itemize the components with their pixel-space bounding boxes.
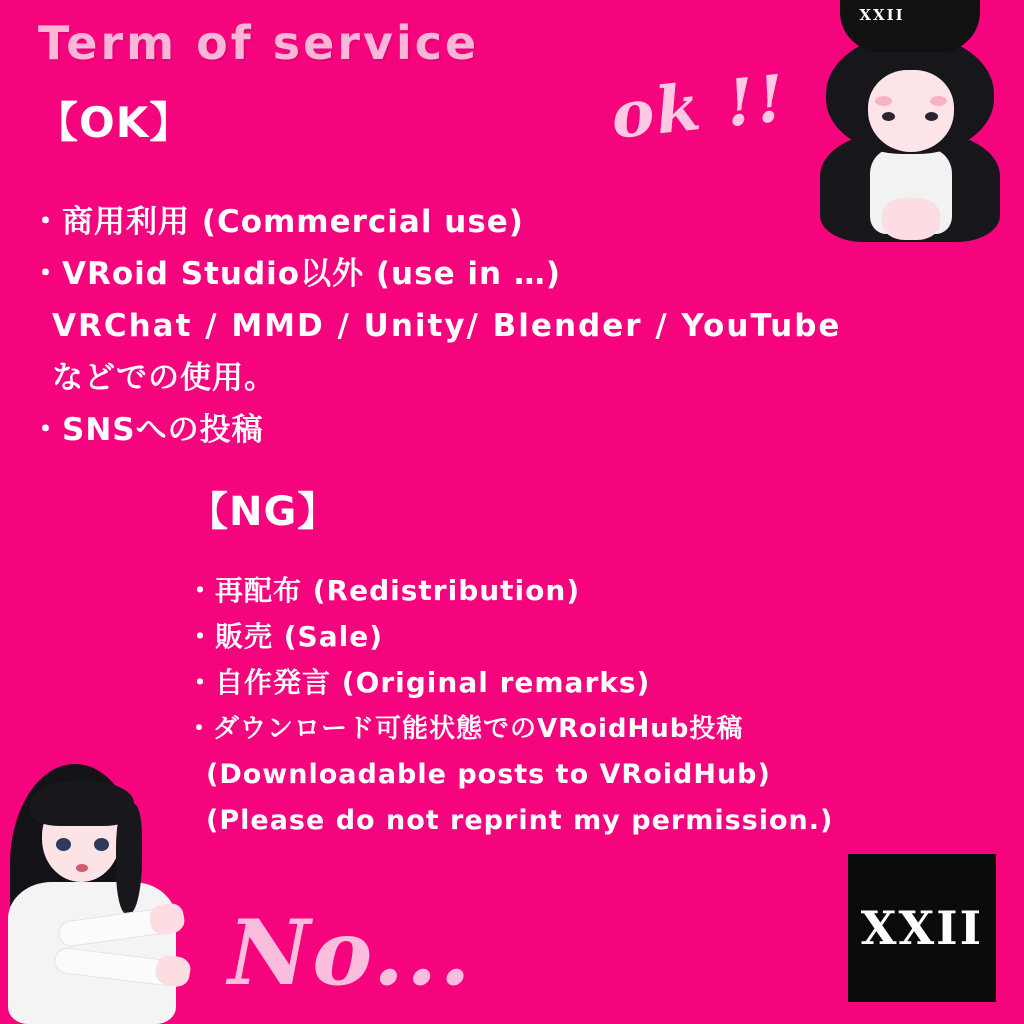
list-item: (Please do not reprint my permission.)	[206, 805, 834, 836]
avatar-face	[868, 70, 954, 152]
avatar-eye-right	[94, 838, 109, 851]
ng-list	[186, 568, 1006, 844]
list-item: VRChat / MMD / Unity/ Blender / YouTube	[52, 308, 842, 344]
list-item: などでの使用。	[52, 360, 276, 396]
ng-annotation: No...	[228, 900, 473, 1006]
avatar-eye-left	[882, 112, 895, 121]
avatar-hands	[882, 198, 940, 240]
avatar-blush-right	[930, 96, 947, 106]
avatar-top-right	[812, 0, 1008, 248]
ng-section-heading: 【NG】	[188, 489, 339, 535]
list-item: ・自作発言 (Original remarks)	[186, 666, 651, 699]
avatar-side-hair	[116, 804, 142, 914]
ok-section-heading: 【OK】	[36, 98, 193, 147]
logo-text: XXII	[860, 901, 984, 955]
avatar-bottom-left	[0, 764, 230, 1024]
avatar-eye-left	[56, 838, 71, 851]
avatar-mouth	[76, 864, 88, 872]
list-item: ・再配布 (Redistribution)	[186, 574, 581, 607]
ok-annotation: ok !!	[607, 61, 790, 154]
logo-badge	[848, 854, 996, 1002]
list-item: ・商用利用 (Commercial use)	[30, 204, 524, 240]
avatar-cap-label: XXII	[859, 6, 905, 24]
page-title: Term of service	[38, 16, 480, 70]
list-item: ・販売 (Sale)	[186, 620, 383, 653]
list-item: ・ダウンロード可能状態でのVRoidHub投稿	[186, 714, 744, 744]
list-item: ・VRoid Studio以外 (use in …)	[30, 256, 562, 292]
avatar-eye-right	[925, 112, 938, 121]
list-item: ・SNSへの投稿	[30, 412, 264, 448]
list-item: (Downloadable posts to VRoidHub)	[206, 759, 771, 790]
avatar-blush-left	[875, 96, 892, 106]
